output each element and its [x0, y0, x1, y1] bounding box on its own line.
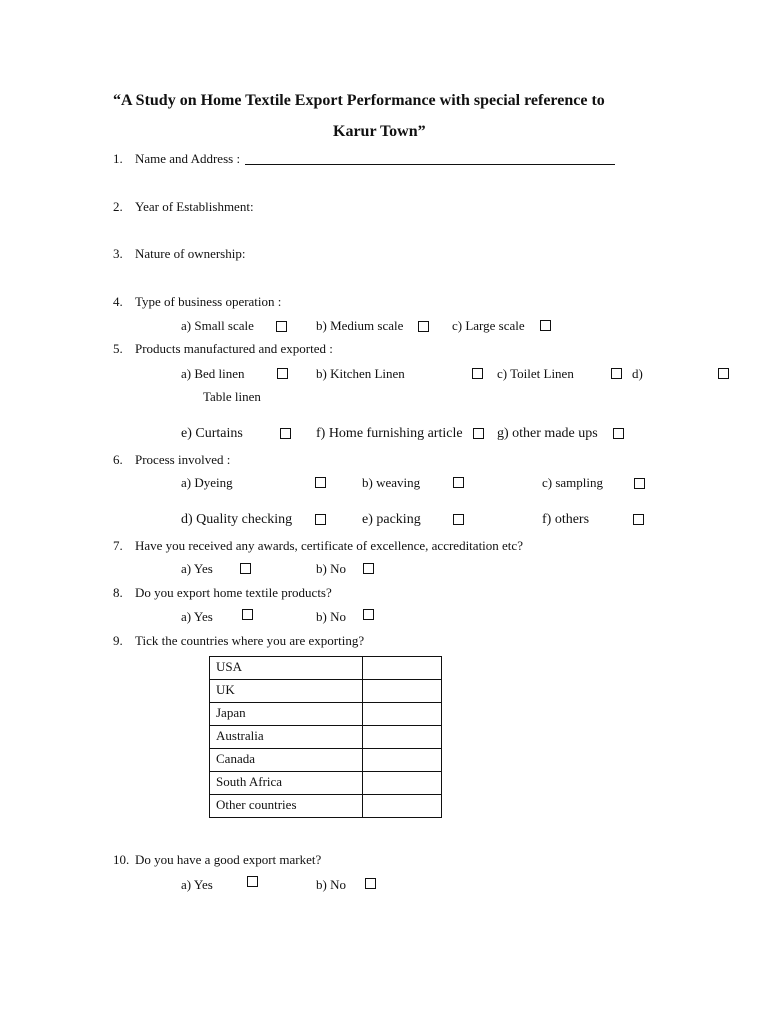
country-name: Other countries	[210, 795, 363, 818]
q2-number: 2.	[113, 199, 123, 214]
q3-label: Nature of ownership:	[135, 246, 246, 261]
option-medium-scale-label: b) Medium scale	[316, 318, 404, 333]
q10-yes-label: a) Yes	[181, 877, 213, 892]
toilet-linen-checkbox[interactable]	[611, 368, 622, 379]
sampling-checkbox[interactable]	[634, 478, 645, 489]
q10-label: Do you have a good export market?	[135, 852, 322, 867]
option-table-linen-label: Table linen	[203, 389, 261, 404]
q4-label: Type of business operation :	[135, 294, 282, 309]
country-row	[210, 726, 442, 749]
q8-yes-label: a) Yes	[181, 609, 213, 624]
q8-label: Do you export home textile products?	[135, 585, 332, 600]
q9-label: Tick the countries where you are exporting?	[135, 633, 365, 648]
country-name: South Africa	[210, 772, 363, 795]
small-scale-checkbox[interactable]	[276, 321, 287, 332]
option-other-made-ups-label: g) other made ups	[497, 426, 598, 441]
country-name: Japan	[210, 703, 363, 726]
home-furnishing-checkbox[interactable]	[473, 428, 484, 439]
q9-number: 9.	[113, 633, 123, 648]
option-d-label: d)	[632, 366, 643, 381]
q7-number: 7.	[113, 538, 123, 553]
q4-number: 4.	[113, 294, 123, 309]
kitchen-linen-checkbox[interactable]	[472, 368, 483, 379]
bed-linen-checkbox[interactable]	[277, 368, 288, 379]
country-row	[210, 749, 442, 772]
country-tick-cell[interactable]	[363, 795, 442, 818]
q5-label: Products manufactured and exported :	[135, 341, 333, 356]
option-sampling-label: c) sampling	[542, 475, 604, 490]
option-small-scale-label: a) Small scale	[181, 318, 254, 333]
q8-number: 8.	[113, 585, 123, 600]
country-row	[210, 680, 442, 703]
document-title-line-1: “A Study on Home Textile Export Performance with special reference to	[113, 92, 605, 109]
dyeing-checkbox[interactable]	[315, 477, 326, 488]
country-name: USA	[210, 657, 363, 680]
q8-no-label: b) No	[316, 609, 346, 624]
option-large-scale-label: c) Large scale	[452, 318, 525, 333]
other-made-ups-checkbox[interactable]	[613, 428, 624, 439]
q1-number: 1.	[113, 151, 123, 166]
large-scale-checkbox[interactable]	[540, 320, 551, 331]
q5-number: 5.	[113, 341, 123, 356]
option-curtains-label: e) Curtains	[181, 426, 243, 441]
q7-label: Have you received any awards, certificate of excellence, accreditation etc?	[135, 538, 523, 553]
q10-no-checkbox[interactable]	[365, 878, 376, 889]
option-toilet-linen-label: c) Toilet Linen	[497, 366, 574, 381]
country-tick-cell[interactable]	[363, 680, 442, 703]
weaving-checkbox[interactable]	[453, 477, 464, 488]
q7-yes-label: a) Yes	[181, 561, 213, 576]
q6-label: Process involved :	[135, 452, 231, 467]
country-row	[210, 657, 442, 680]
q1-label: Name and Address :	[135, 151, 241, 166]
table-linen-checkbox[interactable]	[718, 368, 729, 379]
q8-no-checkbox[interactable]	[363, 609, 374, 620]
country-row	[210, 772, 442, 795]
q8-yes-checkbox[interactable]	[242, 609, 253, 620]
q6-number: 6.	[113, 452, 123, 467]
country-tick-cell[interactable]	[363, 749, 442, 772]
q7-no-label: b) No	[316, 561, 346, 576]
option-dyeing-label: a) Dyeing	[181, 475, 233, 490]
country-row	[210, 703, 442, 726]
country-name: Canada	[210, 749, 363, 772]
option-weaving-label: b) weaving	[362, 475, 421, 490]
option-packing-label: e) packing	[362, 512, 421, 527]
option-home-furnishing-label: f) Home furnishing article	[316, 426, 463, 441]
q10-number: 10.	[113, 852, 130, 867]
q3-number: 3.	[113, 246, 123, 261]
country-tick-cell[interactable]	[363, 772, 442, 795]
country-name: Australia	[210, 726, 363, 749]
document-title-line-2: Karur Town”	[333, 123, 426, 140]
q7-yes-checkbox[interactable]	[240, 563, 251, 574]
name-address-field[interactable]	[245, 164, 615, 165]
option-others-label: f) others	[542, 512, 590, 527]
country-tick-cell[interactable]	[363, 703, 442, 726]
q10-yes-checkbox[interactable]	[247, 876, 258, 887]
medium-scale-checkbox[interactable]	[418, 321, 429, 332]
quality-checking-checkbox[interactable]	[315, 514, 326, 525]
country-name: UK	[210, 680, 363, 703]
country-tick-cell[interactable]	[363, 657, 442, 680]
countries-table	[209, 656, 442, 818]
option-quality-checking-label: d) Quality checking	[181, 512, 293, 527]
q2-label: Year of Establishment:	[135, 199, 254, 214]
others-checkbox[interactable]	[633, 514, 644, 525]
q10-no-label: b) No	[316, 877, 346, 892]
curtains-checkbox[interactable]	[280, 428, 291, 439]
packing-checkbox[interactable]	[453, 514, 464, 525]
option-kitchen-linen-label: b) Kitchen Linen	[316, 366, 405, 381]
country-tick-cell[interactable]	[363, 726, 442, 749]
q7-no-checkbox[interactable]	[363, 563, 374, 574]
country-row	[210, 795, 442, 818]
option-bed-linen-label: a) Bed linen	[181, 366, 245, 381]
